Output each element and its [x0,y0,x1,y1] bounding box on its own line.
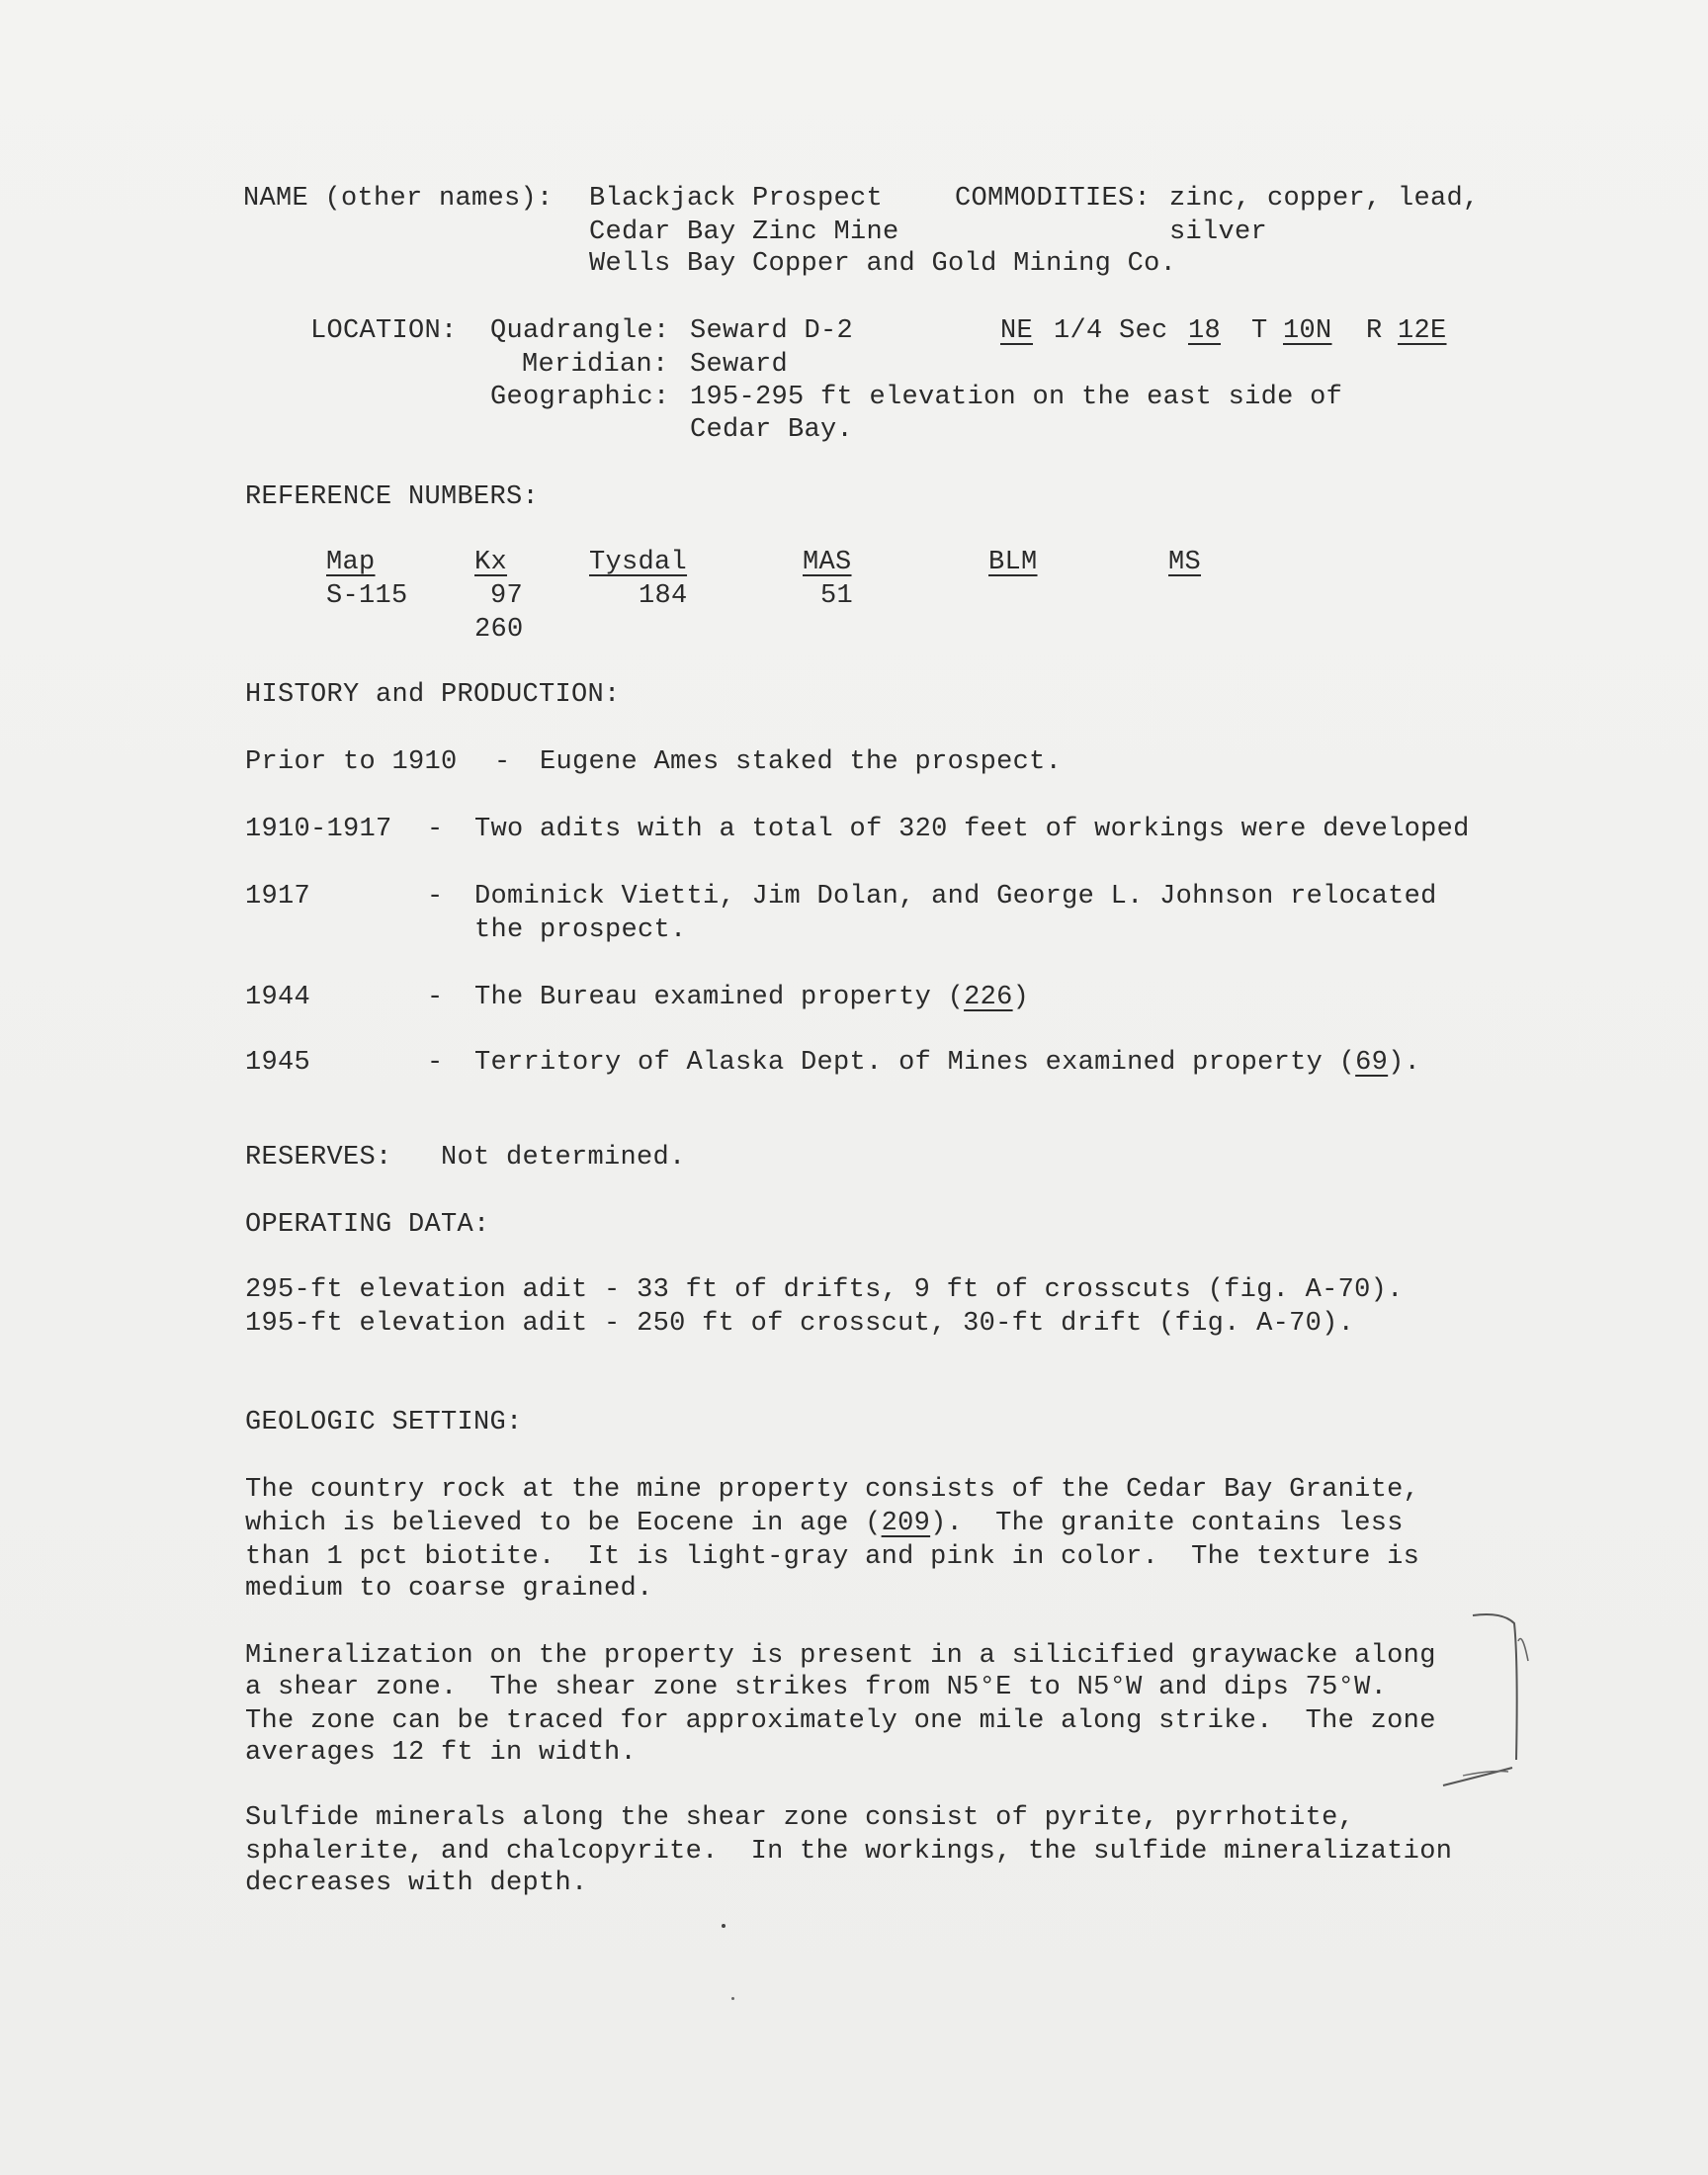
history-text: The Bureau examined property (226) [474,983,1030,1012]
reference-citation: 69 [1355,1048,1389,1078]
history-text: Dominick Vietti, Jim Dolan, and George L. Johnson relocated [474,882,1437,912]
history-label: HISTORY and PRODUCTION: [245,680,621,710]
scan-speck [731,1997,734,2000]
geology-label: GEOLOGIC SETTING: [245,1408,523,1437]
meridian-label: Meridian: [522,350,669,380]
margin-bracket-mark [1423,1602,1532,1799]
ref-col-blm: BLM [988,548,1038,577]
section-value: 18 [1188,316,1222,346]
geology-p1-line: which is believed to be Eocene in age (209). The granite contains less [245,1509,1404,1538]
history-date: 1944 [245,983,311,1012]
operating-line: 195-ft elevation adit - 250 ft of crosscut, 30-ft drift (fig. A-70). [245,1309,1355,1339]
geology-p3-line: Sulfide minerals along the shear zone consist of pyrite, pyrrhotite, [245,1803,1355,1833]
other-name: Wells Bay Copper and Gold Mining Co. [589,249,1177,279]
geology-p2-line: Mineralization on the property is present in a silicified graywacke along [245,1641,1436,1671]
ref-col-ms: MS [1168,548,1202,577]
commodities-label: COMMODITIES: [955,184,1152,214]
township-value: 10N [1283,316,1332,346]
history-text: Eugene Ames staked the prospect. [540,747,1063,777]
ref-kx-value: 97 [490,581,524,611]
quadrangle-label: Quadrangle: [490,316,670,346]
quadrangle-value: Seward D-2 [690,316,854,346]
commodities-value: silver [1169,218,1268,247]
meridian-value: Seward [690,350,789,380]
ref-kx-value: 260 [474,615,524,645]
ref-tysdal-value: 184 [639,581,688,611]
reserves-value: Not determined. [441,1143,686,1173]
reserves-label: RESERVES: [245,1143,392,1173]
geographic-value: Cedar Bay. [690,415,854,445]
history-date: 1945 [245,1048,311,1078]
geology-p2-line: a shear zone. The shear zone strikes from N5°E to N5°W and dips 75°W. [245,1673,1388,1702]
operating-line: 295-ft elevation adit - 33 ft of drifts, 9 ft of crosscuts (fig. A-70). [245,1275,1404,1305]
history-dash: - [494,747,511,777]
geology-p2-line: averages 12 ft in width. [245,1738,638,1768]
geology-p2-line: The zone can be traced for approximately one mile along strike. The zone [245,1706,1436,1736]
geology-p1-line: The country rock at the mine property consists of the Cedar Bay Granite, [245,1475,1420,1505]
history-dash: - [427,1048,444,1078]
quarter-suffix: 1/4 Sec [1054,316,1168,346]
geology-p3-line: sphalerite, and chalcopyrite. In the workings, the sulfide mineralization [245,1837,1453,1867]
ref-col-kx: Kx [474,548,508,577]
geology-p3-line: decreases with depth. [245,1869,588,1898]
name-label: NAME (other names): [243,184,554,214]
history-date: 1917 [245,882,311,912]
history-date: Prior to 1910 [245,747,458,777]
history-text: Territory of Alaska Dept. of Mines examined property (69). [474,1048,1421,1078]
operating-label: OPERATING DATA: [245,1210,490,1240]
range-value: 12E [1398,316,1447,346]
reference-citation: 209 [881,1509,931,1538]
ref-map-value: S-115 [326,581,408,611]
reference-citation: 226 [964,983,1013,1012]
reference-label: REFERENCE NUMBERS: [245,482,540,512]
other-name: Cedar Bay Zinc Mine [589,218,899,247]
history-dash: - [427,815,444,844]
geographic-value: 195-295 ft elevation on the east side of [690,383,1343,412]
quarter-value: NE [1000,316,1034,346]
geology-p1-line: than 1 pct biotite. It is light-gray and pink in color. The texture is [245,1542,1420,1572]
history-dash: - [427,882,444,912]
location-label: LOCATION: [310,316,458,346]
ref-col-map: Map [326,548,376,577]
history-text: the prospect. [474,915,687,945]
scan-speck [722,1924,726,1928]
commodities-value: zinc, copper, lead, [1169,184,1480,214]
range-label: R [1366,316,1383,346]
township-label: T [1251,316,1268,346]
history-date: 1910-1917 [245,815,392,844]
ref-col-mas: MAS [803,548,852,577]
history-text: Two adits with a total of 320 feet of workings were developed [474,815,1470,844]
history-dash: - [427,983,444,1012]
geology-p1-line: medium to coarse grained. [245,1574,653,1604]
geographic-label: Geographic: [490,383,670,412]
ref-col-tysdal: Tysdal [589,548,688,577]
other-name: Blackjack Prospect [589,184,884,214]
ref-mas-value: 51 [820,581,854,611]
